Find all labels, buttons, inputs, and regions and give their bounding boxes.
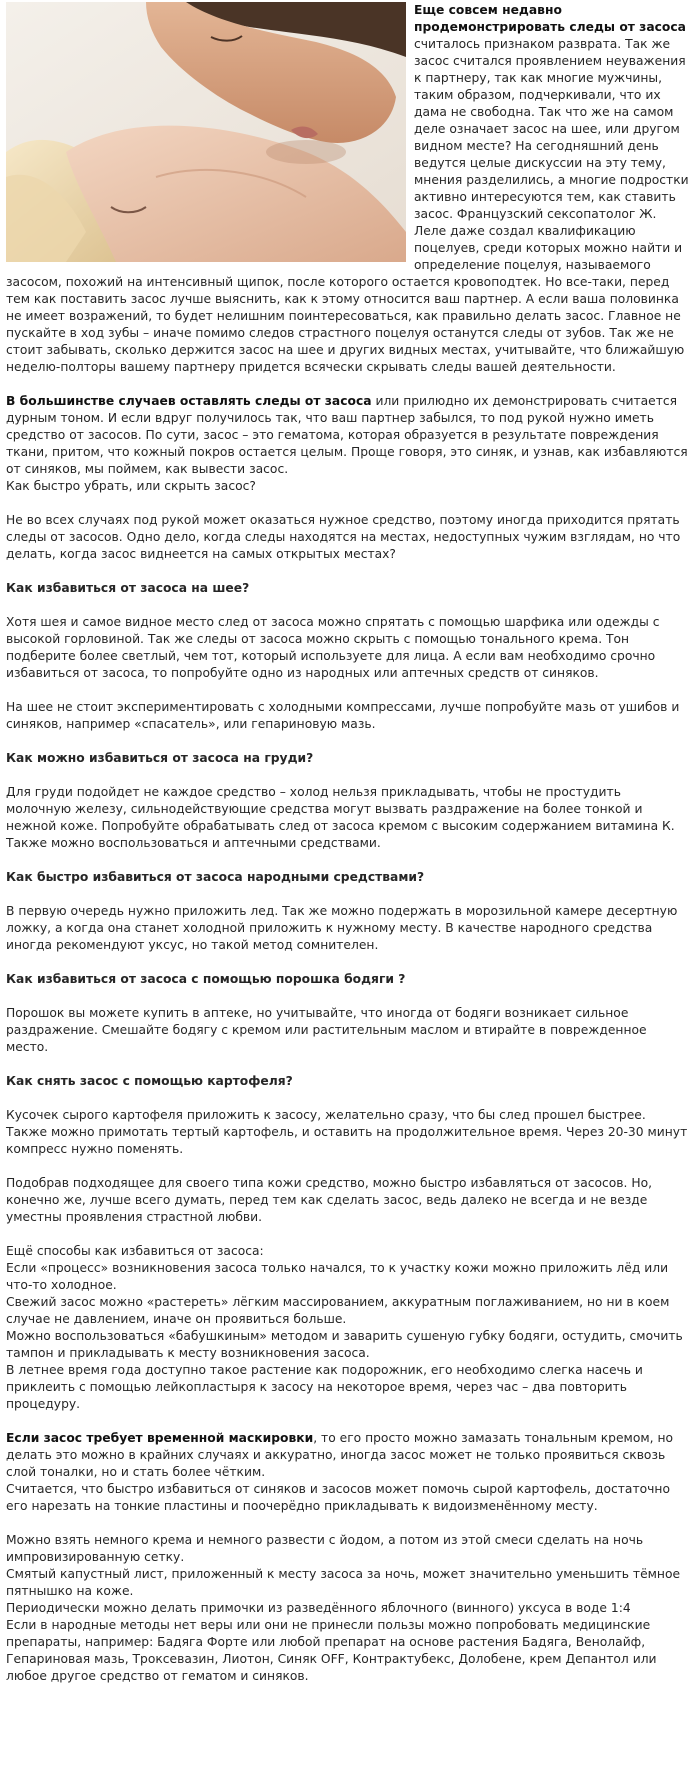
- intro-text: считалось признаком разврата. Так же засос считался проявлением неуважения к партнеру, так как многие мужчины, таким образом, подчеркивали, что их дама не свободна. Так что же на самом деле означает засос на шее, или другом видном месте? На сегодняшний день ведутся целые дискуссии на эту тему, мнения разделились, а многие подростки активно интересуются тем, как ставить засос. Французский сексопатолог Ж. Леле даже создал квалификацию поцелуев, среди которых можно найти и определение поцелуя, называемого засосом, похожий на интенсивный щипок, после которого остается кровоподтек. Но все-таки, перед тем как поставить засос лучше выяснить, как к этому относится ваш партнер. А если ваша половинка не имеет возражений, то будет нелишним поинтересоваться, как правильно делать засос. Главное не пускайте в ход зубы – иначе помимо следов страстного поцелуя останутся следы от зубов. Так же не стоит забывать, сколько держится засос на шее и других видных местах, учитывайте, что ближайшую неделю-полторы вашему партнеру придется всячески скрывать следы вашей деятельности.: [6, 37, 689, 374]
- intro-lead: Еще совсем недавно продемонстрировать следы от засоса: [414, 3, 686, 34]
- paragraph-12-lead: Если засос требует временной маскировки: [6, 1431, 314, 1445]
- photo-illustration: [6, 2, 406, 262]
- paragraph-6: Для груди подойдет не каждое средство – холод нельзя прикладывать, чтобы не простудить молочную железу, сильнодействующие средства могут вызвать раздражение на более тонкой и нежной коже. Попробуйте обрабатывать след от засоса кремом с высоким содержанием витамина К. Также можно воспользоваться и аптечными средствами.: [6, 785, 675, 850]
- paragraph-12-text: , то его просто можно замазать тональным кремом, но делать это можно в крайних случаях и аккуратно, иногда засос может не только проявиться сквозь слой тоналки, но и стать более чётким.: [6, 1431, 674, 1479]
- paragraph-12-line2: Считается, что быстро избавиться от синяков и засосов может помочь сырой картофель, достаточно его нарезать на тонкие пластины и поочерёдно прикладывать к видоизменённому месту.: [6, 1482, 670, 1513]
- couple-photo: [6, 2, 406, 262]
- paragraph-3: Не во всех случаях под рукой может оказаться нужное средство, поэтому иногда приходится прятать следы от засосов. Одно дело, когда следы находятся на местах, недоступных чужим взглядам, но что делать, когда засос виднеется на самых открытых местах?: [6, 513, 681, 561]
- heading-chest: Как можно избавиться от засоса на груди?: [6, 751, 314, 765]
- tips-line-4: Если в народные методы нет веры или они не принесли пользы можно попробовать медицинские препараты, например: Бадяга Форте или любой препарат на основе растения Бадяга, Венолайф, Гепариновая мазь, Троксевазин, Лиотон, Синяк OFF, Контрактубекс, Долобене, крем Депантол или любое другое средство от гематом и синяков.: [6, 1618, 657, 1683]
- paragraph-2-line2: Как быстро убрать, или скрыть засос?: [6, 479, 256, 493]
- methods-line-2: Если «процесс» возникновения засоса только начался, то к участку кожи можно приложить лёд или что-то холодное.: [6, 1261, 669, 1292]
- tips-line-1: Можно взять немного крема и немного развести с йодом, а потом из этой смеси сделать на ночь импровизированную сетку.: [6, 1533, 644, 1564]
- methods-line-5: В летнее время года доступно такое растение как подорожник, его необходимо слегка насечь и приклеить с помощью лейкопластыря к засосу на некоторое время, через час – два повторить процедуру.: [6, 1363, 643, 1411]
- paragraph-2-lead: В большинстве случаев оставлять следы от засоса: [6, 394, 372, 408]
- methods-line-1: Ещё способы как избавиться от засоса:: [6, 1244, 264, 1258]
- paragraph-7: В первую очередь нужно приложить лед. Так же можно подержать в морозильной камере десертную ложку, а когда она станет холодной приложить к нужному месту. В качестве народного средства иногда рекомендуют уксус, но такой метод сомнителен.: [6, 904, 678, 952]
- paragraph-5: На шее не стоит экспериментировать с холодными компрессами, лучше попробуйте мазь от ушибов и синяков, например «спасатель», или гепариновую мазь.: [6, 700, 680, 731]
- heading-potato: Как снять засос с помощью картофеля?: [6, 1074, 293, 1088]
- paragraph-4: Хотя шея и самое видное место след от засоса можно спрятать с помощью шарфика или одежды с высокой горловиной. Так же следы от засоса можно скрыть с помощью тонального крема. Тон подберите более светлый, чем тот, который используете для лица. А если вам необходимо срочно избавиться от засоса, то попробуйте одно из народных или аптечных средств от синяков.: [6, 615, 660, 680]
- methods-line-4: Можно воспользоваться «бабушкиным» методом и заварить сушеную губку бодяги, остудить, смочить тампон и прикладывать к месту возникновения засоса.: [6, 1329, 683, 1360]
- paragraph-10: Подобрав подходящее для своего типа кожи средство, можно быстро избавляться от засосов. Но, конечно же, лучше всего думать, перед тем как сделать засос, ведь далеко не всегда и не везде уместны проявления страстной любви.: [6, 1176, 653, 1224]
- paragraph-12: [6, 1430, 689, 1515]
- heading-folk-remedies: Как быстро избавиться от засоса народными средствами?: [6, 870, 425, 884]
- paragraph-13: [6, 1532, 689, 1685]
- paragraph-2: [6, 393, 689, 495]
- paragraph-9: Кусочек сырого картофеля приложить к засосу, желательно сразу, что бы след прошел быстрее. Также можно примотать тертый картофель, и оставить на продолжительное время. Через 20-30 минут компресс нужно поменять.: [6, 1108, 688, 1156]
- tips-line-2: Смятый капустный лист, приложенный к месту засоса за ночь, может значительно уменьшить тёмное пятнышко на коже.: [6, 1567, 681, 1598]
- heading-neck: Как избавиться от засоса на шее?: [6, 581, 250, 595]
- methods-line-3: Свежий засос можно «растереть» лёгким массированием, аккуратным поглаживанием, но ни в коем случае не давлением, иначе он проявиться больше.: [6, 1295, 670, 1326]
- heading-bodyaga: Как избавиться от засоса с помощью порошка бодяги ?: [6, 972, 406, 986]
- paragraph-11: [6, 1243, 689, 1413]
- paragraph-8: Порошок вы можете купить в аптеке, но учитывайте, что иногда от бодяги возникает сильное раздражение. Смешайте бодягу с кремом или растительным маслом и втирайте в поврежденное место.: [6, 1006, 647, 1054]
- paragraph-2-text: или прилюдно их демонстрировать считается дурным тоном. И если вдруг получилось так, что ваш партнер забылся, то под рукой нужно иметь средство от засосов. По сути, засос – это гематома, которая образуется в результате повреждения ткани, притом, что кожный покров остается целым. Проще говоря, это синяк, и узнав, как избавляются от синяков, мы поймем, как вывести засос.: [6, 394, 688, 476]
- tips-line-3: Периодически можно делать примочки из разведённого яблочного (винного) уксуса в воде 1:4: [6, 1601, 631, 1615]
